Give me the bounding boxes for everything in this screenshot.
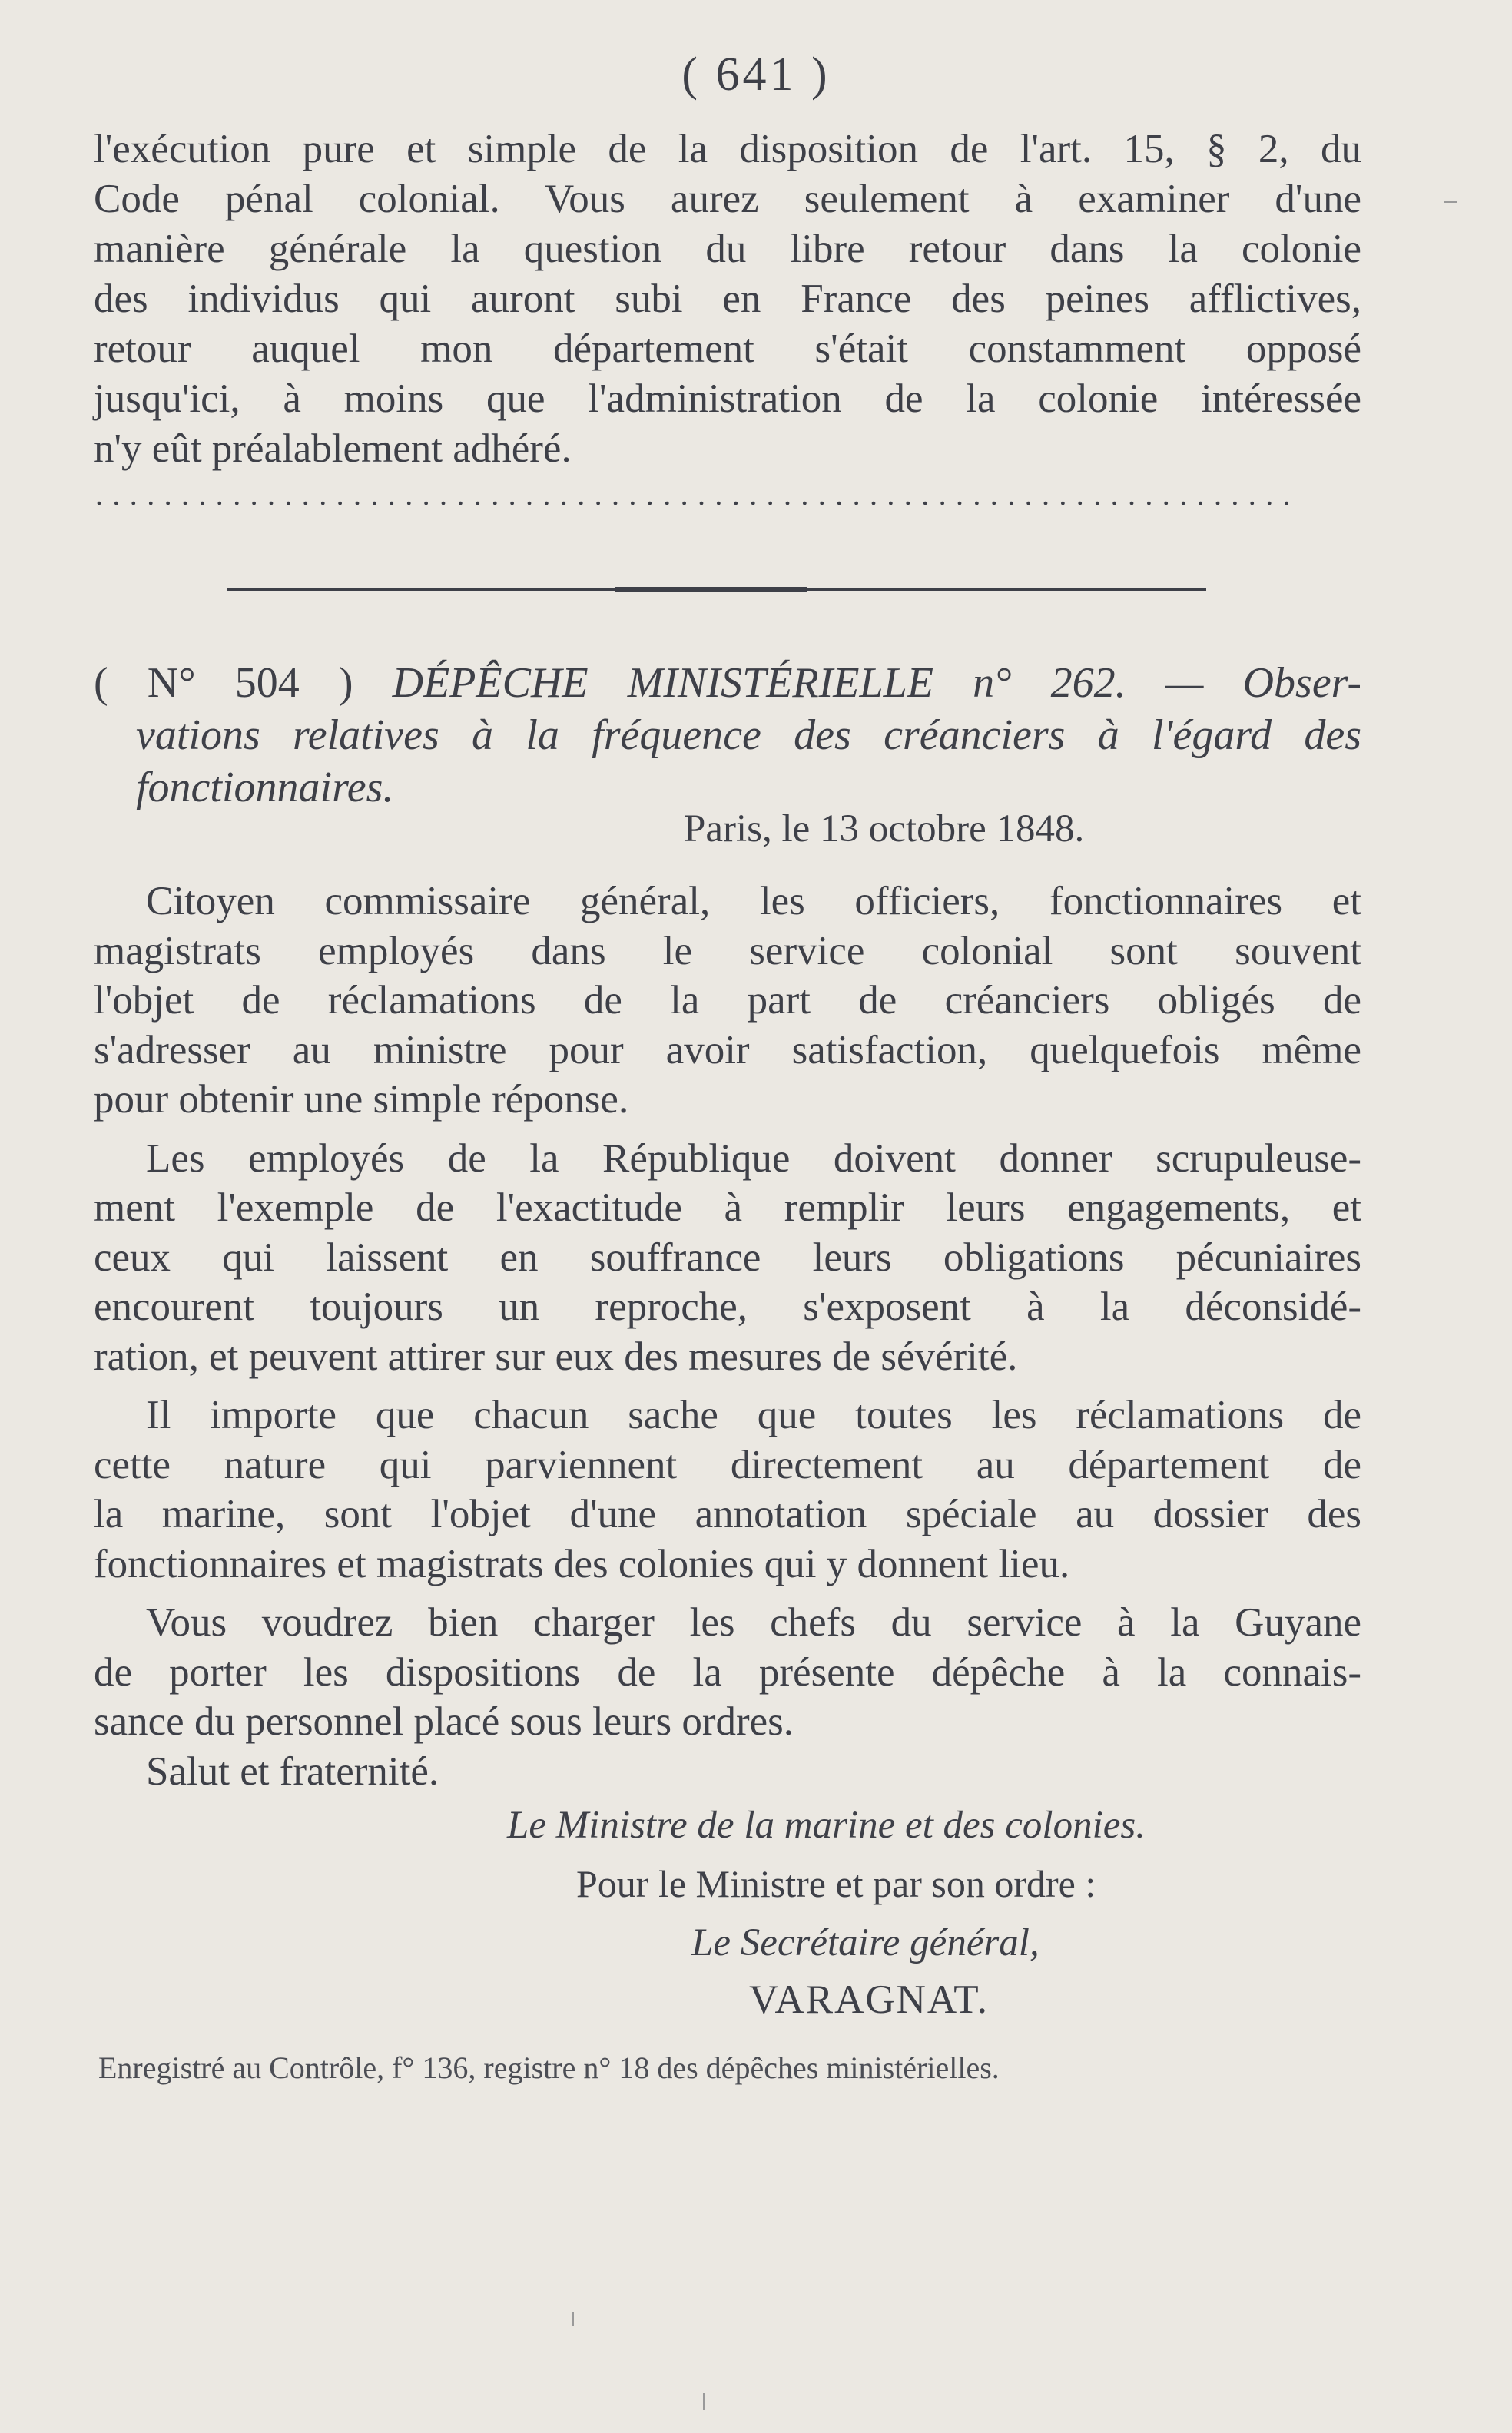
text-line: Vous voudrez bien charger les chefs du service à la Guyane	[146, 1600, 1361, 1645]
text-line: jusqu'ici, à moins que l'administration de la colonie intéressée	[94, 376, 1361, 421]
signatory-name: VARAGNAT.	[749, 1977, 989, 2022]
text-line: Code pénal colonial. Vous aurez seulement à examiner d'une	[94, 177, 1361, 221]
text-line: Les employés de la République doivent donner scrupuleuse-	[146, 1135, 1361, 1181]
registry-note: Enregistré au Contrôle, f° 136, registre n° 18 des dépêches ministérielles.	[98, 2050, 1000, 2085]
dispatch-title: DÉPÊCHE MINISTÉRIELLE n° 262. — Obser-	[392, 659, 1361, 707]
margin-mark	[703, 2393, 705, 2410]
page-number: ( 641 )	[681, 48, 831, 101]
margin-mark	[572, 2312, 574, 2326]
order-line: Pour le Ministre et par son ordre :	[576, 1862, 1096, 1905]
dispatch-body	[94, 877, 1361, 1796]
text-line: des individus qui auront subi en France des peines afflictives,	[94, 277, 1361, 321]
text-line: de porter les dispositions de la présente dépêche à la connais-	[94, 1649, 1361, 1695]
margin-mark	[1444, 201, 1457, 203]
text-line: ceux qui laissent en souffrance leurs obligations pécuniaires	[94, 1235, 1361, 1280]
text-line: sance du personnel placé sous leurs ordres.	[94, 1699, 794, 1744]
dispatch-subtitle-line: fonctionnaires.	[136, 764, 394, 811]
text-line: ration, et peuvent attirer sur eux des mesures de sévérité.	[94, 1334, 1018, 1379]
text-line: l'exécution pure et simple de la disposition de l'art. 15, § 2, du	[94, 127, 1361, 171]
dispatch-subtitle-line: vations relatives à la fréquence des créanciers à l'égard des	[136, 711, 1361, 759]
text-line: fonctionnaires et magistrats des colonies qui y donnent lieu.	[94, 1541, 1070, 1586]
minister-title: Le Ministre de la marine et des colonies.	[507, 1804, 1146, 1847]
text-line: s'adresser au ministre pour avoir satisfaction, quelquefois même	[94, 1027, 1361, 1072]
text-line: cette nature qui parviennent directement au département de	[94, 1442, 1361, 1487]
dispatch-heading	[94, 657, 1361, 814]
section-divider-center	[615, 587, 807, 592]
text-line: la marine, sont l'objet d'une annotation spéciale au dossier des	[94, 1492, 1361, 1536]
dispatch-date: Paris, le 13 octobre 1848.	[684, 807, 1085, 850]
text-line: manière générale la question du libre retour dans la colonie	[94, 227, 1361, 271]
text-line: Citoyen commissaire général, les officiers, fonctionnaires et	[146, 879, 1361, 923]
ellipsis-row: ......................................................................	[95, 477, 1300, 512]
closing-salutation: Salut et fraternité.	[146, 1749, 439, 1794]
text-line: pour obtenir une simple réponse.	[94, 1077, 629, 1122]
text-line: magistrats employés dans le service colonial sont souvent	[94, 928, 1361, 973]
text-line: Il importe que chacun sache que toutes les réclamations de	[146, 1393, 1361, 1437]
dispatch-number: ( N° 504 )	[94, 659, 353, 707]
text-line: l'objet de réclamations de la part de créanciers obligés de	[94, 978, 1361, 1023]
secretary-title: Le Secrétaire général,	[691, 1921, 1040, 1964]
text-line: encourent toujours un reproche, s'exposent à la déconsidé-	[94, 1284, 1361, 1329]
intro-paragraph	[94, 124, 1361, 474]
text-line: retour auquel mon département s'était constamment opposé	[94, 326, 1361, 371]
text-line: ment l'exemple de l'exactitude à remplir leurs engagements, et	[94, 1185, 1361, 1230]
text-line: n'y eût préalablement adhéré.	[94, 426, 572, 471]
